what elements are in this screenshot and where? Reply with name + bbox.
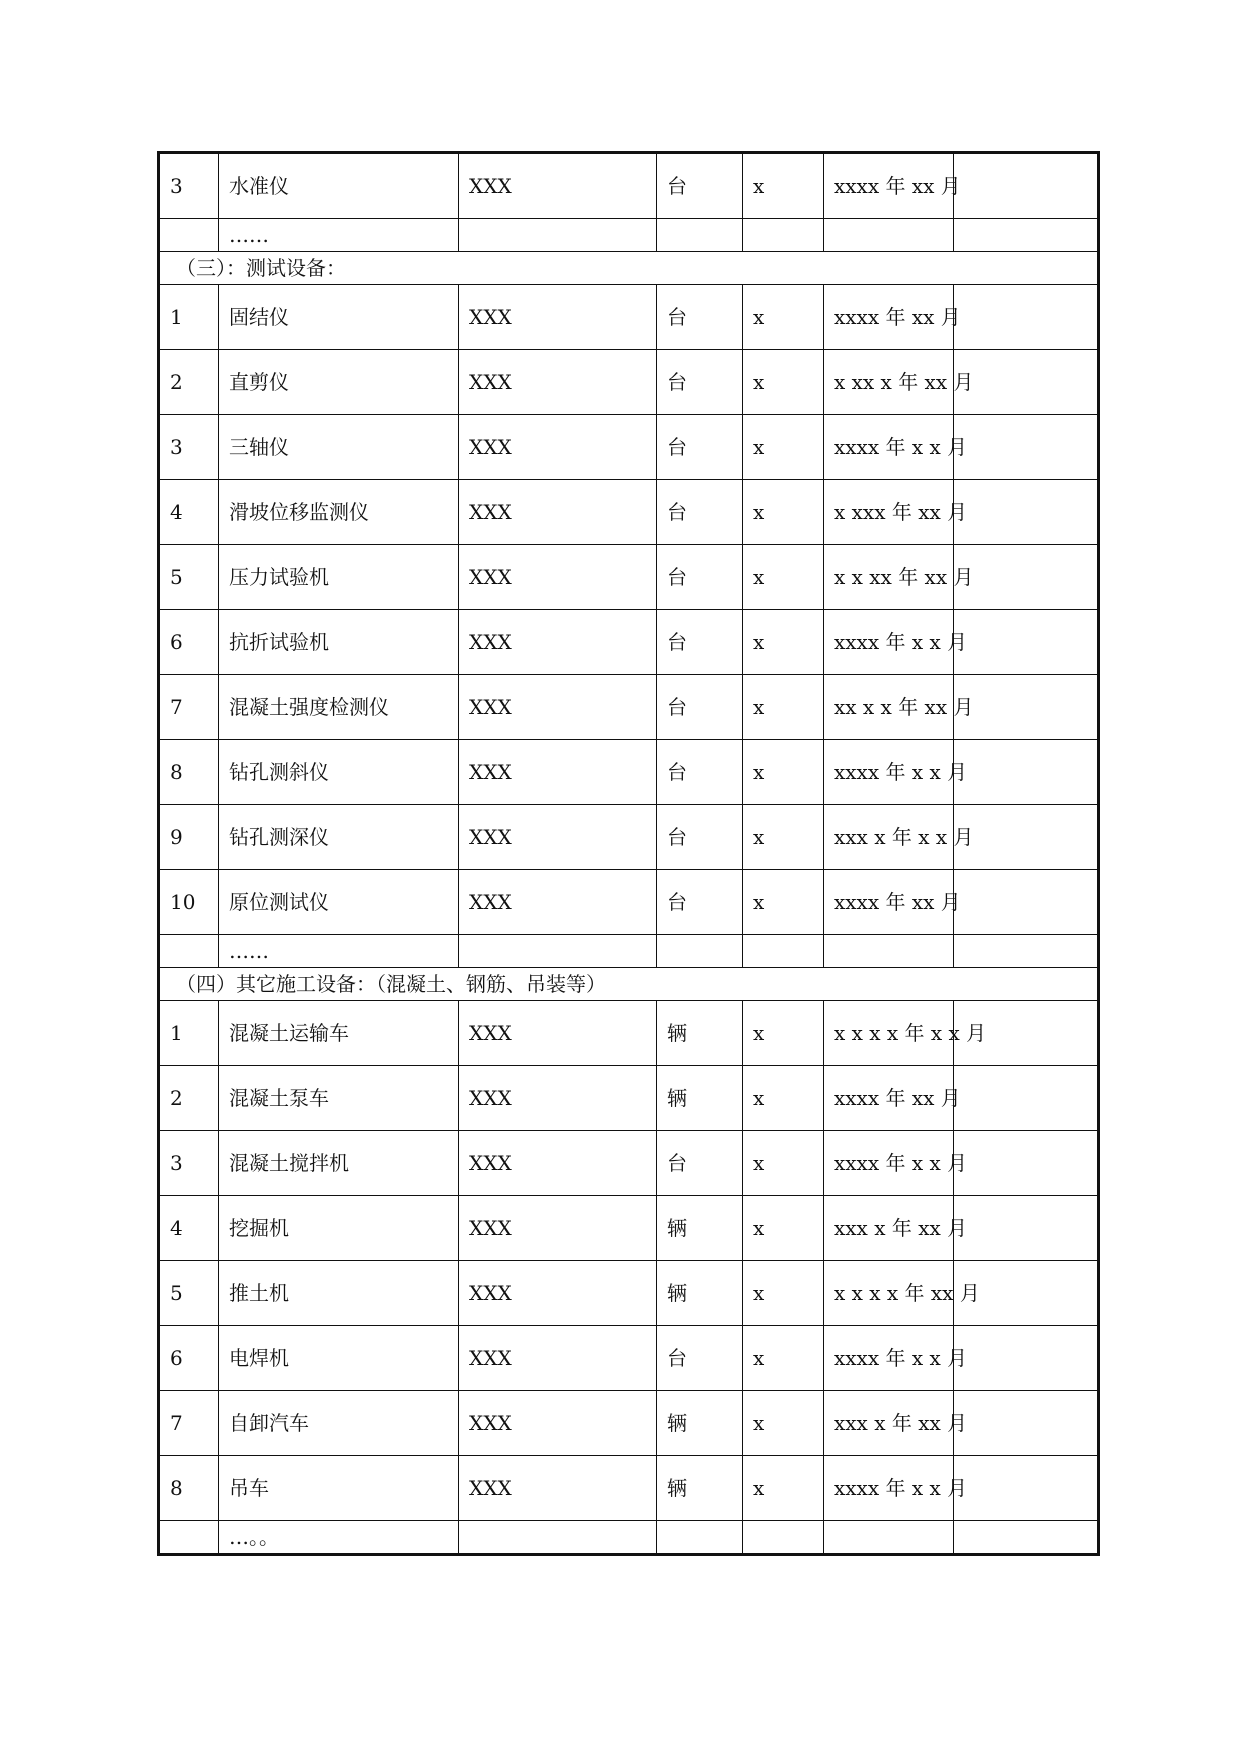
manufacture-date-cell: x xx x 年 xx 月	[824, 350, 954, 415]
model-cell: XXX	[459, 1261, 657, 1326]
manufacture-date-cell: xxxx 年 x x 月	[824, 1456, 954, 1521]
quantity-cell: x	[743, 805, 824, 870]
row-number-cell: 2	[159, 1066, 219, 1131]
table-row	[159, 285, 1099, 350]
model-cell: XXX	[459, 740, 657, 805]
table-row	[159, 1196, 1099, 1261]
remark-cell	[954, 1456, 1099, 1521]
remark-cell	[954, 740, 1099, 805]
table-row	[159, 545, 1099, 610]
manufacture-date-cell: xxxx 年 xx 月	[824, 285, 954, 350]
table-row	[159, 153, 1099, 219]
table-row	[159, 1001, 1099, 1066]
row-number-cell: 3	[159, 1131, 219, 1196]
unit-cell: 辆	[657, 1196, 743, 1261]
unit-cell: 辆	[657, 1456, 743, 1521]
table-row	[159, 675, 1099, 740]
row-number-cell: 3	[159, 415, 219, 480]
empty-cell	[954, 1521, 1099, 1555]
empty-cell	[743, 1521, 824, 1555]
row-number-cell: 4	[159, 480, 219, 545]
equipment-name-cell: 推土机	[219, 1261, 459, 1326]
remark-cell	[954, 610, 1099, 675]
empty-cell	[657, 935, 743, 968]
table-row	[159, 805, 1099, 870]
empty-cell	[954, 935, 1099, 968]
empty-cell	[459, 935, 657, 968]
ellipsis-text: ……	[219, 219, 459, 252]
quantity-cell: x	[743, 350, 824, 415]
equipment-name-cell: 吊车	[219, 1456, 459, 1521]
table-row	[159, 870, 1099, 935]
unit-cell: 台	[657, 805, 743, 870]
remark-cell	[954, 153, 1099, 219]
table-row	[159, 740, 1099, 805]
empty-cell	[743, 935, 824, 968]
unit-cell: 辆	[657, 1001, 743, 1066]
row-number-cell: 1	[159, 285, 219, 350]
manufacture-date-cell: x x x x 年 xx 月	[824, 1261, 954, 1326]
model-cell: XXX	[459, 1456, 657, 1521]
model-cell: XXX	[459, 1391, 657, 1456]
unit-cell: 辆	[657, 1261, 743, 1326]
quantity-cell: x	[743, 1196, 824, 1261]
unit-cell: 台	[657, 870, 743, 935]
manufacture-date-cell: xxxx 年 xx 月	[824, 153, 954, 219]
table-row	[159, 1326, 1099, 1391]
quantity-cell: x	[743, 545, 824, 610]
unit-cell: 台	[657, 610, 743, 675]
manufacture-date-cell: x x xx 年 xx 月	[824, 545, 954, 610]
row-number-cell: 5	[159, 545, 219, 610]
row-number-cell: 2	[159, 350, 219, 415]
model-cell: XXX	[459, 870, 657, 935]
manufacture-date-cell: xxx x 年 xx 月	[824, 1196, 954, 1261]
empty-cell	[159, 935, 219, 968]
table-row	[159, 1261, 1099, 1326]
manufacture-date-cell: x xxx 年 xx 月	[824, 480, 954, 545]
unit-cell: 台	[657, 415, 743, 480]
model-cell: XXX	[459, 285, 657, 350]
remark-cell	[954, 350, 1099, 415]
table-row	[159, 1066, 1099, 1131]
equipment-name-cell: 水准仪	[219, 153, 459, 219]
equipment-name-cell: 混凝土强度检测仪	[219, 675, 459, 740]
row-number-cell: 6	[159, 610, 219, 675]
unit-cell: 台	[657, 350, 743, 415]
quantity-cell: x	[743, 1391, 824, 1456]
unit-cell: 台	[657, 153, 743, 219]
unit-cell: 台	[657, 1326, 743, 1391]
empty-cell	[824, 935, 954, 968]
document-page	[157, 151, 1097, 1556]
unit-cell: 辆	[657, 1066, 743, 1131]
remark-cell	[954, 675, 1099, 740]
row-number-cell: 5	[159, 1261, 219, 1326]
ellipsis-text: ……	[219, 935, 459, 968]
equipment-name-cell: 钻孔测深仪	[219, 805, 459, 870]
empty-cell	[657, 219, 743, 252]
model-cell: XXX	[459, 415, 657, 480]
equipment-name-cell: 抗折试验机	[219, 610, 459, 675]
equipment-name-cell: 原位测试仪	[219, 870, 459, 935]
equipment-name-cell: 直剪仪	[219, 350, 459, 415]
model-cell: XXX	[459, 805, 657, 870]
model-cell: XXX	[459, 153, 657, 219]
unit-cell: 台	[657, 675, 743, 740]
model-cell: XXX	[459, 1326, 657, 1391]
remark-cell	[954, 480, 1099, 545]
table-row	[159, 350, 1099, 415]
quantity-cell: x	[743, 870, 824, 935]
remark-cell	[954, 1326, 1099, 1391]
row-number-cell: 8	[159, 740, 219, 805]
manufacture-date-cell: xx x x 年 xx 月	[824, 675, 954, 740]
model-cell: XXX	[459, 480, 657, 545]
remark-cell	[954, 1131, 1099, 1196]
ellipsis-text: …。。	[219, 1521, 459, 1555]
quantity-cell: x	[743, 1001, 824, 1066]
empty-cell	[954, 219, 1099, 252]
equipment-name-cell: 电焊机	[219, 1326, 459, 1391]
remark-cell	[954, 805, 1099, 870]
equipment-name-cell: 混凝土运输车	[219, 1001, 459, 1066]
ellipsis-row	[159, 1521, 1099, 1555]
model-cell: XXX	[459, 350, 657, 415]
section-heading: （四）其它施工设备：（混凝土、钢筋、吊装等）	[159, 968, 1099, 1001]
remark-cell	[954, 1066, 1099, 1131]
empty-cell	[824, 219, 954, 252]
unit-cell: 辆	[657, 1391, 743, 1456]
empty-cell	[657, 1521, 743, 1555]
quantity-cell: x	[743, 1456, 824, 1521]
ellipsis-row	[159, 935, 1099, 968]
unit-cell: 台	[657, 1131, 743, 1196]
quantity-cell: x	[743, 285, 824, 350]
manufacture-date-cell: xxx x 年 x x 月	[824, 805, 954, 870]
manufacture-date-cell: xxxx 年 x x 月	[824, 740, 954, 805]
row-number-cell: 8	[159, 1456, 219, 1521]
quantity-cell: x	[743, 480, 824, 545]
unit-cell: 台	[657, 740, 743, 805]
unit-cell: 台	[657, 285, 743, 350]
equipment-name-cell: 自卸汽车	[219, 1391, 459, 1456]
manufacture-date-cell: x x x x 年 x x 月	[824, 1001, 954, 1066]
row-number-cell: 7	[159, 675, 219, 740]
row-number-cell: 7	[159, 1391, 219, 1456]
quantity-cell: x	[743, 740, 824, 805]
equipment-name-cell: 钻孔测斜仪	[219, 740, 459, 805]
unit-cell: 台	[657, 480, 743, 545]
row-number-cell: 4	[159, 1196, 219, 1261]
model-cell: XXX	[459, 675, 657, 740]
row-number-cell: 6	[159, 1326, 219, 1391]
remark-cell	[954, 545, 1099, 610]
manufacture-date-cell: xxx x 年 xx 月	[824, 1391, 954, 1456]
equipment-name-cell: 混凝土泵车	[219, 1066, 459, 1131]
section-header-row	[159, 252, 1099, 285]
equipment-name-cell: 挖掘机	[219, 1196, 459, 1261]
manufacture-date-cell: xxxx 年 x x 月	[824, 1131, 954, 1196]
manufacture-date-cell: xxxx 年 xx 月	[824, 870, 954, 935]
table-row	[159, 1131, 1099, 1196]
remark-cell	[954, 415, 1099, 480]
manufacture-date-cell: xxxx 年 x x 月	[824, 610, 954, 675]
manufacture-date-cell: xxxx 年 xx 月	[824, 1066, 954, 1131]
empty-cell	[824, 1521, 954, 1555]
ellipsis-row	[159, 219, 1099, 252]
quantity-cell: x	[743, 1131, 824, 1196]
empty-cell	[743, 219, 824, 252]
equipment-table-body	[159, 153, 1099, 1555]
manufacture-date-cell: xxxx 年 x x 月	[824, 1326, 954, 1391]
section-header-row	[159, 968, 1099, 1001]
row-number-cell: 9	[159, 805, 219, 870]
remark-cell	[954, 285, 1099, 350]
remark-cell	[954, 870, 1099, 935]
row-number-cell: 3	[159, 153, 219, 219]
quantity-cell: x	[743, 415, 824, 480]
model-cell: XXX	[459, 1131, 657, 1196]
model-cell: XXX	[459, 610, 657, 675]
table-row	[159, 415, 1099, 480]
model-cell: XXX	[459, 545, 657, 610]
remark-cell	[954, 1196, 1099, 1261]
model-cell: XXX	[459, 1001, 657, 1066]
equipment-name-cell: 滑坡位移监测仪	[219, 480, 459, 545]
quantity-cell: x	[743, 675, 824, 740]
manufacture-date-cell: xxxx 年 x x 月	[824, 415, 954, 480]
unit-cell: 台	[657, 545, 743, 610]
remark-cell	[954, 1391, 1099, 1456]
table-row	[159, 610, 1099, 675]
table-row	[159, 1456, 1099, 1521]
empty-cell	[159, 219, 219, 252]
quantity-cell: x	[743, 1326, 824, 1391]
section-heading: （三）：测试设备：	[159, 252, 1099, 285]
quantity-cell: x	[743, 1066, 824, 1131]
row-number-cell: 1	[159, 1001, 219, 1066]
model-cell: XXX	[459, 1066, 657, 1131]
equipment-name-cell: 三轴仪	[219, 415, 459, 480]
equipment-name-cell: 固结仪	[219, 285, 459, 350]
quantity-cell: x	[743, 153, 824, 219]
table-row	[159, 480, 1099, 545]
quantity-cell: x	[743, 1261, 824, 1326]
empty-cell	[459, 219, 657, 252]
row-number-cell: 10	[159, 870, 219, 935]
equipment-name-cell: 压力试验机	[219, 545, 459, 610]
equipment-name-cell: 混凝土搅拌机	[219, 1131, 459, 1196]
empty-cell	[459, 1521, 657, 1555]
equipment-table	[157, 151, 1100, 1556]
quantity-cell: x	[743, 610, 824, 675]
empty-cell	[159, 1521, 219, 1555]
table-row	[159, 1391, 1099, 1456]
model-cell: XXX	[459, 1196, 657, 1261]
